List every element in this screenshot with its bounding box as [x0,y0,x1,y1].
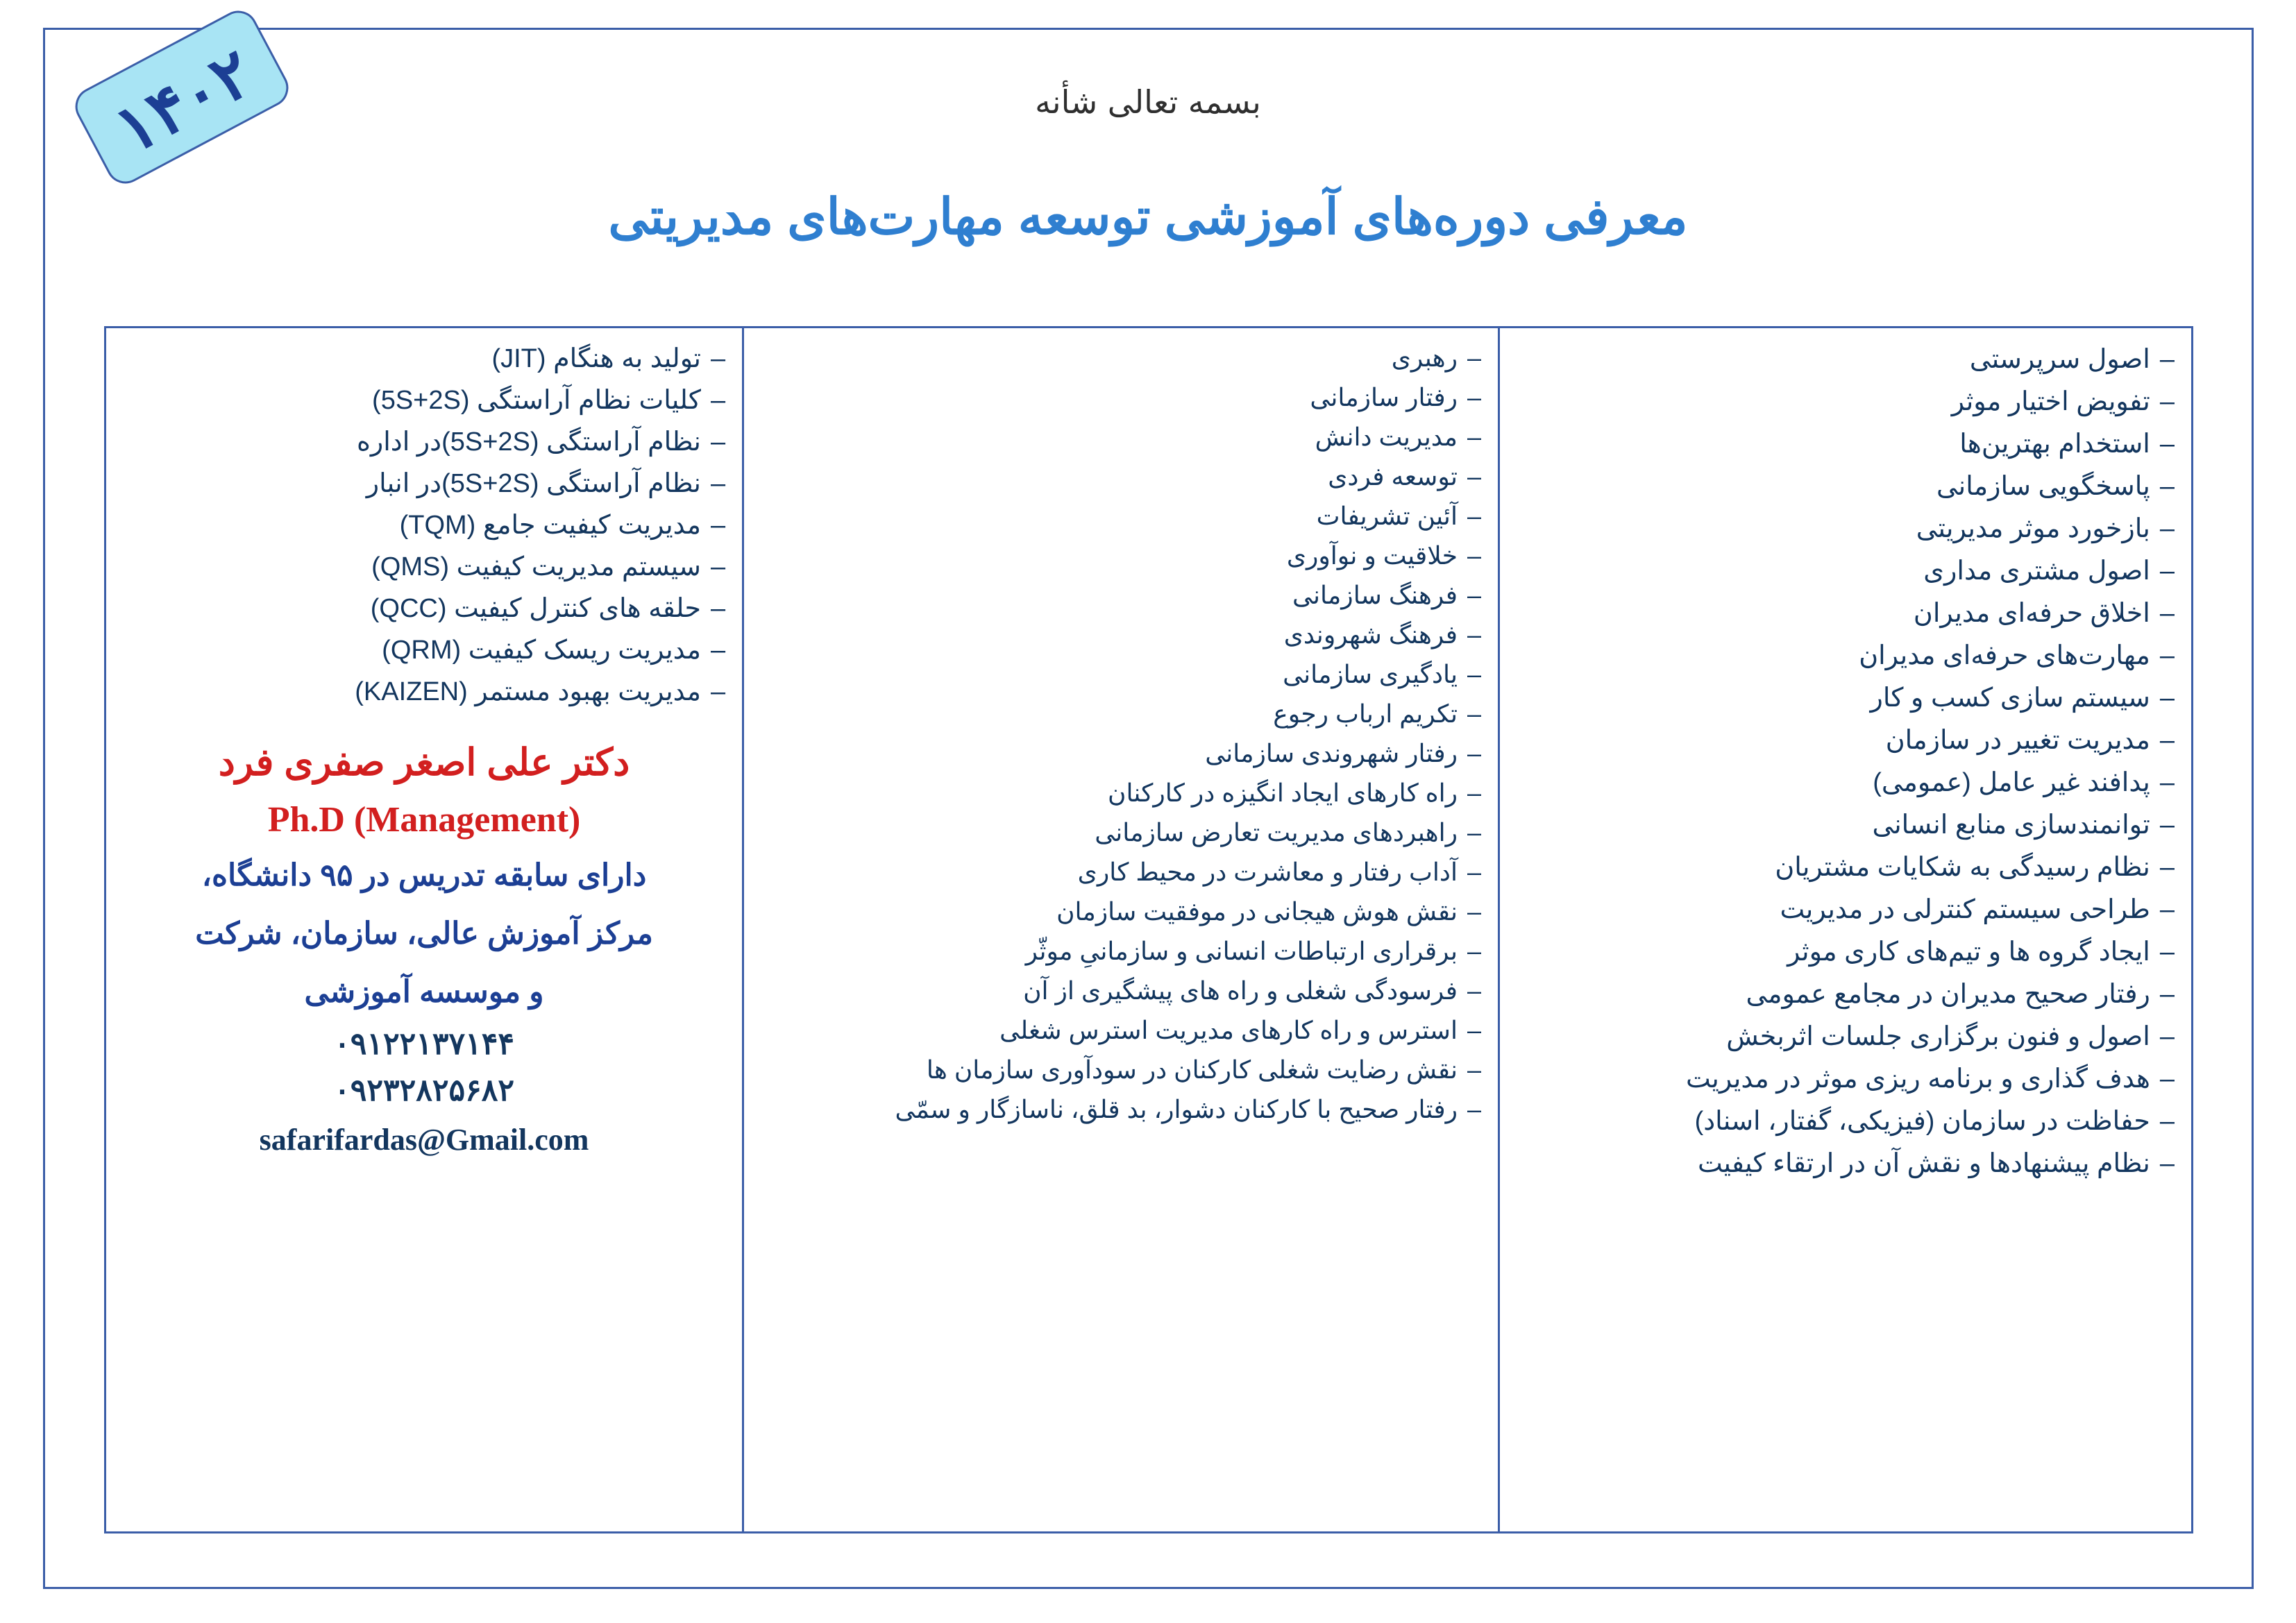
dash-icon: – [2159,1064,2175,1094]
presenter-phone-2: ۰۹۲۳۲۸۲۵۶۸۲ [334,1073,515,1107]
list-item: –مدیریت کیفیت جامع (TQM) [399,511,726,540]
list-item: –نقش هوش هیجانی در موفقیت سازمان [1056,897,1481,926]
basmalah-text: بسمه تعالی شأنه [1035,83,1261,121]
presenter-phone-1: ۰۹۱۲۲۱۳۷۱۴۴ [334,1027,515,1061]
dash-icon: – [1467,699,1481,728]
dash-icon: – [2159,937,2175,967]
list-item: –رفتار سازمانی [1310,382,1481,411]
course-list-table [104,326,2193,1533]
list-item: –اصول مشتری مداری [1923,556,2175,586]
list-item: –آئین تشریفات [1316,501,1481,530]
list-item: –طراحی سیستم کنترلی در مدیریت [1780,894,2175,924]
dash-icon: – [1467,620,1481,649]
course-list-left [123,338,725,713]
dash-icon: – [2159,894,2175,924]
list-item: –استرس و راه کارهای مدیریت استرس شغلی [999,1015,1481,1044]
list-item: –راهبردهای مدیریت تعارض سازمانی [1095,817,1481,847]
dash-icon: – [2159,810,2175,840]
dash-icon: – [1467,501,1481,530]
list-item: –آداب رفتار و معاشرت در محیط کاری [1077,857,1481,886]
list-item: –نظام آراستگی (5S+2S)در انبار [366,469,726,498]
dash-icon: – [2159,471,2175,501]
column-right [1498,328,2191,1531]
list-item: –برقراری ارتباطات انسانی و سازمانیِ موثّر [1025,936,1481,965]
course-list-right [1517,338,2175,1184]
dash-icon: – [2159,513,2175,543]
dash-icon: – [1467,659,1481,688]
list-item: –تفویض اختیار موثر [1951,386,2175,416]
dash-icon: – [710,677,726,706]
dash-icon: – [1467,738,1481,767]
dash-icon: – [2159,725,2175,755]
list-item: –مدیریت تغییر در سازمان [1885,725,2175,755]
list-item: –رفتار صحیح با کارکنان دشوار، بد قلق، ناسازگار و سمّی [895,1094,1481,1123]
list-item: –مدیریت ریسک کیفیت (QRM) [382,636,726,665]
page-title: معرفی دوره‌های آموزشی توسعه مهارت‌های مدیریتی [608,189,1688,245]
year-badge [66,24,295,184]
dash-icon: – [1467,541,1481,570]
presenter-degree: Ph.D (Management) [267,800,581,840]
dash-icon: – [2159,767,2175,797]
dash-icon: – [1467,936,1481,965]
list-item: –رفتار صحیح مدیران در مجامع عمومی [1746,979,2175,1009]
presenter-bio-line3: و موسسه آموزشی [304,975,544,1009]
dash-icon: – [710,552,726,581]
dash-icon: – [1467,422,1481,451]
dash-icon: – [1467,1015,1481,1044]
list-item: –مدیریت دانش [1315,422,1481,451]
list-item: –نظام رسیدگی به شکایات مشتریان [1775,852,2175,882]
list-item: –نظام پیشنهادها و نقش آن در ارتقاء کیفیت [1698,1148,2175,1178]
list-item: –فرهنگ شهروندی [1283,620,1481,649]
list-item: –فرسودگی شغلی و راه های پیشگیری از آن [1023,976,1481,1005]
dash-icon: – [1467,1094,1481,1123]
dash-icon: – [2159,598,2175,628]
list-item: –یادگیری سازمانی [1283,659,1481,688]
dash-icon: – [710,427,726,457]
list-item: –رهبری [1391,343,1481,372]
dash-icon: – [710,636,726,665]
list-item: –توانمندسازی منابع انسانی [1872,810,2175,840]
course-list-middle [761,338,1481,1129]
list-item: –توسعه فردی [1328,461,1481,491]
list-item: –اصول و فنون برگزاری جلسات اثربخش [1726,1021,2175,1051]
presenter-bio-line1: دارای سابقه تدریس در ۹۵ دانشگاه، [201,858,647,892]
list-item: –پاسخگویی سازمانی [1936,471,2175,501]
dash-icon: – [2159,386,2175,416]
list-item: –بازخورد موثر مدیریتی [1916,513,2175,543]
dash-icon: – [2159,979,2175,1009]
dash-icon: – [1467,580,1481,609]
list-item: –اصول سرپرستی [1969,344,2175,374]
year-badge-label: ۱۴۰۲ [103,35,265,169]
presenter-bio-line2: مرکز آموزش عالی، سازمان، شرکت [195,917,653,951]
list-item: –ایجاد گروه ها و تیم‌های کاری موثر [1787,937,2175,967]
list-item: –اخلاق حرفه‌ای مدیران [1913,598,2175,628]
list-item: –پدافند غیر عامل (عمومی) [1873,767,2175,797]
dash-icon: – [1467,382,1481,411]
list-item: –سیستم مدیریت کیفیت (QMS) [371,552,726,581]
presenter-name: دکتر علی اصغر صفری فرد [218,742,630,783]
dash-icon: – [710,344,726,373]
list-item: –کلیات نظام آراستگی (5S+2S) [372,386,726,415]
dash-icon: – [2159,556,2175,586]
list-item: –نظام آراستگی (5S+2S)در اداره [356,427,726,457]
dash-icon: – [1467,778,1481,807]
dash-icon: – [2159,344,2175,374]
list-item: –حلقه های کنترل کیفیت (QCC) [370,594,726,623]
list-item: –خلاقیت و نوآوری [1286,541,1481,570]
list-item: –استخدام بهترین‌ها [1959,429,2175,459]
dash-icon: – [710,594,726,623]
dash-icon: – [2159,683,2175,713]
dash-icon: – [2159,1021,2175,1051]
list-item: –هدف گذاری و برنامه ریزی موثر در مدیریت [1685,1064,2175,1094]
dash-icon: – [2159,429,2175,459]
column-left [106,328,742,1531]
dash-icon: – [2159,640,2175,670]
dash-icon: – [1467,857,1481,886]
list-item: –تکریم ارباب رجوع [1273,699,1481,728]
dash-icon: – [710,511,726,540]
presenter-email: safarifardas@Gmail.com [259,1123,589,1157]
dash-icon: – [2159,1106,2175,1136]
list-item: –رفتار شهروندی سازمانی [1205,738,1481,767]
dash-icon: – [1467,1055,1481,1084]
dash-icon: – [710,469,726,498]
list-item: –راه کارهای ایجاد انگیزه در کارکنان [1108,778,1481,807]
list-item: –فرهنگ سازمانی [1292,580,1481,609]
list-item: –مدیریت بهبود مستمر (KAIZEN) [355,677,726,706]
dash-icon: – [1467,343,1481,372]
dash-icon: – [710,386,726,415]
column-middle [742,328,1498,1531]
dash-icon: – [1467,897,1481,926]
dash-icon: – [1467,817,1481,847]
list-item: –مهارت‌های حرفه‌ای مدیران [1859,640,2175,670]
list-item: –حفاظت در سازمان (فیزیکی، گفتار، اسناد) [1694,1106,2175,1136]
dash-icon: – [2159,852,2175,882]
dash-icon: – [1467,976,1481,1005]
list-item: –نقش رضایت شغلی کارکنان در سودآوری سازمان ها [926,1055,1481,1084]
dash-icon: – [2159,1148,2175,1178]
presenter-block [123,731,725,1160]
dash-icon: – [1467,461,1481,491]
list-item: –سیستم سازی کسب و کار [1870,683,2175,713]
list-item: –تولید به هنگام (JIT) [491,344,726,373]
